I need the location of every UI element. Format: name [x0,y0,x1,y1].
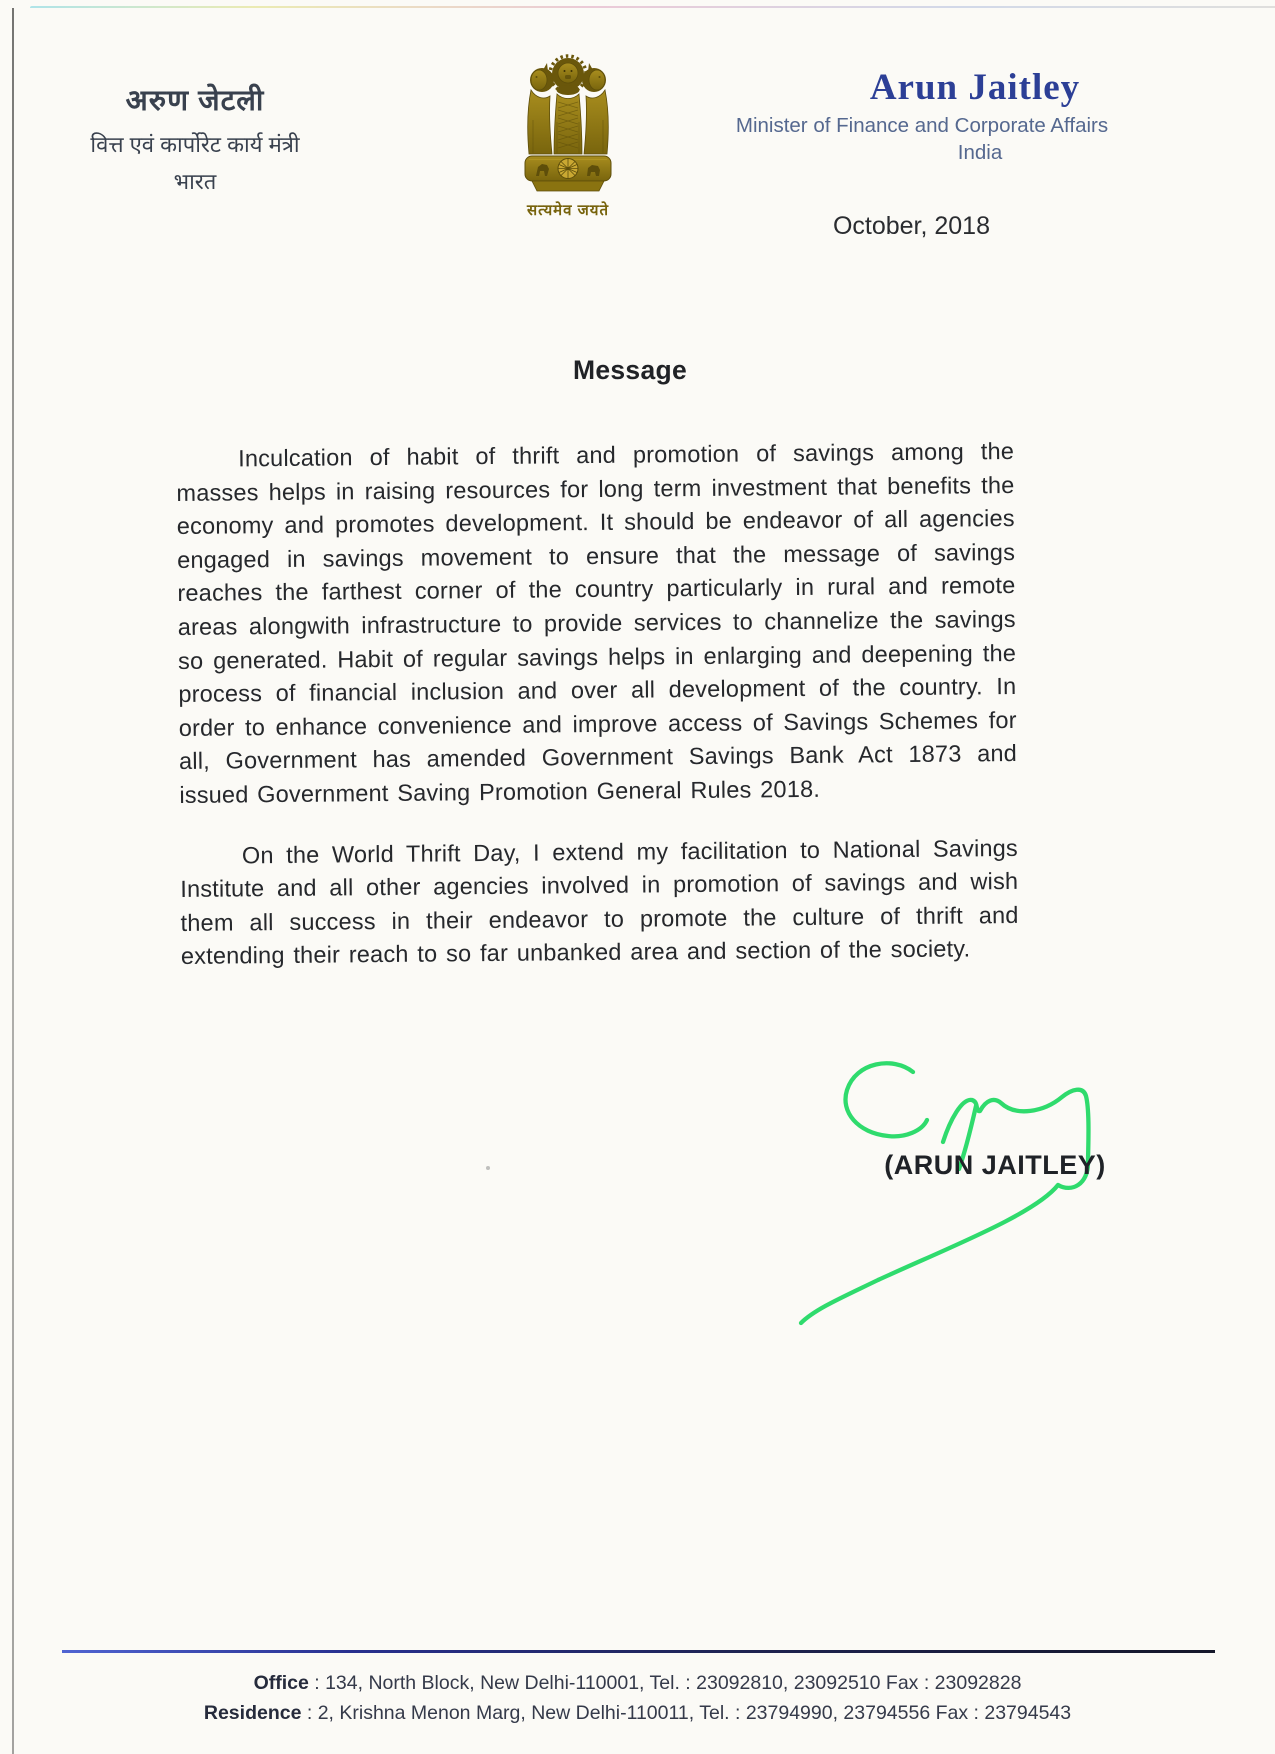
signatory-name: (ARUN JAITLEY) [884,1150,1106,1180]
scan-edge-artifact-top [30,6,1275,8]
country-hindi: भारत [173,169,217,194]
footer-contact-block [0,1668,1275,1728]
letter-body [176,435,1019,974]
footer-residence-text: : 2, Krishna Menon Marg, New Delhi-110011, Tel. : 23794990, 23794556 Fax : 23794543 [301,1702,1072,1724]
letterhead-hindi-block [40,80,350,196]
footer-residence-label: Residence [203,1702,302,1724]
emblem-motto: सत्यमेव जयते [526,202,610,219]
body-paragraph-1: Inculcation of habit of thrift and promotion of savings among the masses helps in raising resources for long term investment that benefits the economy and promotes development. It should be endeavor of all agencies engaged in savings movement to ensure that the message of savings reaches the farthest corner of the country particularly in rural and remote areas alongwith infrastructure to provide services to channelize the savings so generated. Habit of regular savings helps in enlarging and deepening the process of financial inclusion and over all development of the country. In order to enhance convenience and improve access of Savings Schemes for all, Government has amended Government Savings Bank Act 1873 and issued Government Saving Promotion General Rules 2018. [176,437,1018,808]
footer-office-text: : 134, North Block, New Delhi-110001, Tel. : 23092810, 23092510 Fax : 23092828 [308,1672,1022,1694]
footer-office-label: Office [253,1672,309,1694]
footer-residence-line [0,1698,1275,1728]
minister-title-hindi: वित्त एवं कार्पोरेट कार्य मंत्री [90,132,300,157]
national-emblem-icon [516,50,620,200]
minister-name: Arun Jaitley [869,67,1081,108]
scan-speck [486,1166,490,1170]
minister-name-hindi: अरुण जेटली [125,85,265,117]
country-label: India [957,141,1003,164]
date-label: October, 2018 [832,212,990,240]
body-paragraph-2: On the World Thrift Day, I extend my facilitation to National Savings Institute and all other agencies involved in promotion of savings and wish them all success in their endeavor to promote the culture of thrift and extending their reach to so far unbanked area and section of the society. [180,834,1019,970]
footer-divider [62,1650,1215,1653]
minister-title: Minister of Finance and Corporate Affairs [735,114,1109,137]
footer-office-line [0,1668,1275,1698]
message-heading: Message [572,355,688,385]
scan-edge-artifact-left [12,8,14,1754]
